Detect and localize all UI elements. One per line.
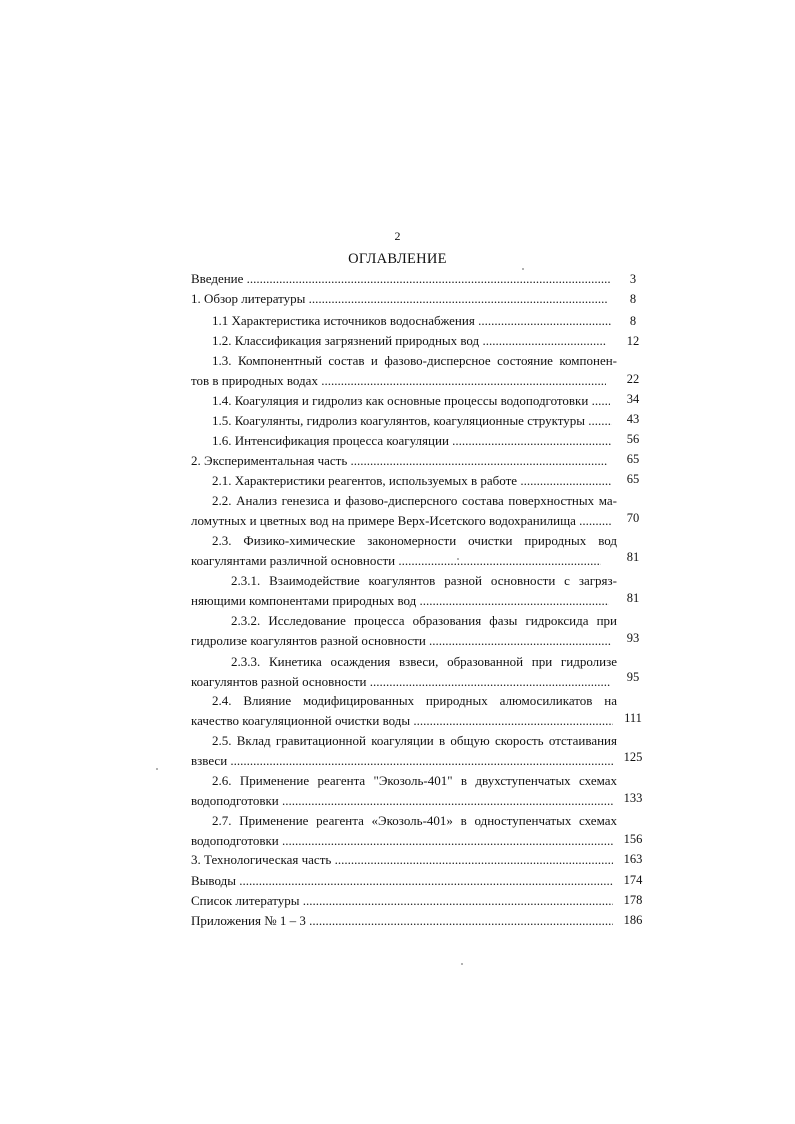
- toc-page: 93: [626, 631, 640, 645]
- toc-entry-2-3-2-line1: 2.3.2. Исследование процесса образования фазы гидроксида при: [231, 613, 617, 628]
- toc-page: 34: [626, 392, 640, 406]
- toc-entry-1-6: 1.6. Интенсификация процесса коагуляции .....: [212, 431, 612, 451]
- toc-entry-2-3-line1: 2.3. Физико-химические закономерности очистки природных вод: [212, 533, 617, 548]
- toc-entry-2-2-line2: ломутных и цветных вод на примере Верх-Исетского водохранилища .....: [191, 511, 611, 531]
- toc-page: 8: [629, 314, 637, 328]
- toc-entry-1-5: 1.5. Коагулянты, гидролиз коагулянтов, коагуляционные структуры .....: [212, 411, 612, 431]
- toc-entry-2-3-1-line1: 2.3.1. Взаимодействие коагулянтов разной основности с загряз-: [231, 573, 617, 588]
- toc-page: 81: [626, 591, 640, 605]
- toc-entry-2-5-line1: 2.5. Вклад гравитационной коагуляции в общую скорость отстаивания: [212, 733, 617, 748]
- toc-entry-1-1: 1.1 Характеристика источников водоснабжения .....: [212, 311, 612, 331]
- toc-entry-2-4-line1: 2.4. Влияние модифицированных природных алюмосиликатов на: [212, 693, 617, 708]
- toc-page: 174: [623, 873, 643, 887]
- toc-entry-2: 2. Экспериментальная часть .....: [191, 451, 607, 471]
- toc-entry-conclusions: Выводы .....: [191, 871, 613, 891]
- toc-page: 125: [623, 750, 643, 764]
- toc-entry-appendices: Приложения № 1 – 3 .....: [191, 911, 613, 931]
- toc-page: 81: [626, 550, 640, 564]
- toc-entry-2-3-1-line2: няющими компонентами природных вод .....: [191, 591, 609, 611]
- toc-title: ОГЛАВЛЕНИЕ: [348, 251, 447, 267]
- toc-page: 111: [624, 711, 642, 725]
- toc-entry-3: 3. Технологическая часть .....: [191, 850, 613, 870]
- toc-page: 70: [626, 511, 640, 525]
- toc-entry-2-2-line1: 2.2. Анализ генезиса и фазово-дисперсного состава поверхностных ма-: [212, 493, 617, 508]
- toc-entry-intro: Введение .....: [191, 269, 611, 289]
- toc-page: 95: [626, 670, 640, 684]
- toc-entry-2-7-line1: 2.7. Применение реагента «Экозоль-401» в одноступенчатых схемах: [212, 813, 617, 828]
- toc-page: 56: [626, 432, 640, 446]
- toc-page: 65: [626, 472, 640, 486]
- toc-entry-2-6-line2: водоподготовки .....: [191, 791, 613, 811]
- toc-entry-1-4: 1.4. Коагуляция и гидролиз как основные процессы водоподготовки .....: [212, 391, 610, 411]
- toc-entry-2-7-line2: водоподготовки .....: [191, 831, 613, 851]
- toc-page: 43: [626, 412, 640, 426]
- scan-speck: [457, 558, 459, 560]
- toc-page: 163: [623, 852, 643, 866]
- scan-speck: [522, 268, 524, 270]
- toc-entry-2-3-3-line2: коагулянтов разной основности .....: [191, 672, 611, 692]
- toc-entry-2-6-line1: 2.6. Применение реагента "Экозоль-401" в двухступенчатых схемах: [212, 773, 617, 788]
- toc-entry-2-3-3-line1: 2.3.3. Кинетика осаждения взвеси, образованной при гидролизе: [231, 654, 617, 669]
- toc-entry-1: 1. Обзор литературы .....: [191, 289, 607, 309]
- toc-page: 156: [623, 832, 643, 846]
- scan-speck: [156, 768, 158, 770]
- toc-entry-1-2: 1.2. Классификация загрязнений природных вод .....: [212, 331, 606, 351]
- toc-entry-2-5-line2: взвеси .....: [191, 751, 613, 771]
- toc-page: 22: [626, 372, 640, 386]
- toc-entry-2-4-line2: качество коагуляционной очистки воды .....: [191, 711, 613, 731]
- toc-page: 12: [626, 334, 640, 348]
- scan-speck: [461, 963, 463, 965]
- toc-page: 178: [623, 893, 643, 907]
- page-number: 2: [394, 229, 401, 243]
- toc-page: 65: [626, 452, 640, 466]
- toc-page: 133: [623, 791, 643, 805]
- toc-entry-references: Список литературы .....: [191, 891, 613, 911]
- toc-page: 3: [629, 272, 637, 286]
- toc-page: 186: [623, 913, 643, 927]
- toc-entry-2-3-line2: коагулянтами различной основности .....: [191, 551, 601, 571]
- toc-entry-1-3-line2: тов в природных водах .....: [191, 371, 606, 391]
- toc-page: 8: [629, 292, 637, 306]
- toc-entry-2-3-2-line2: гидролизе коагулянтов разной основности .....: [191, 631, 611, 651]
- toc-entry-1-3-line1: 1.3. Компонентный состав и фазово-дисперсное состояние компонен-: [212, 353, 617, 368]
- toc-entry-2-1: 2.1. Характеристики реагентов, используемых в работе .....: [212, 471, 612, 491]
